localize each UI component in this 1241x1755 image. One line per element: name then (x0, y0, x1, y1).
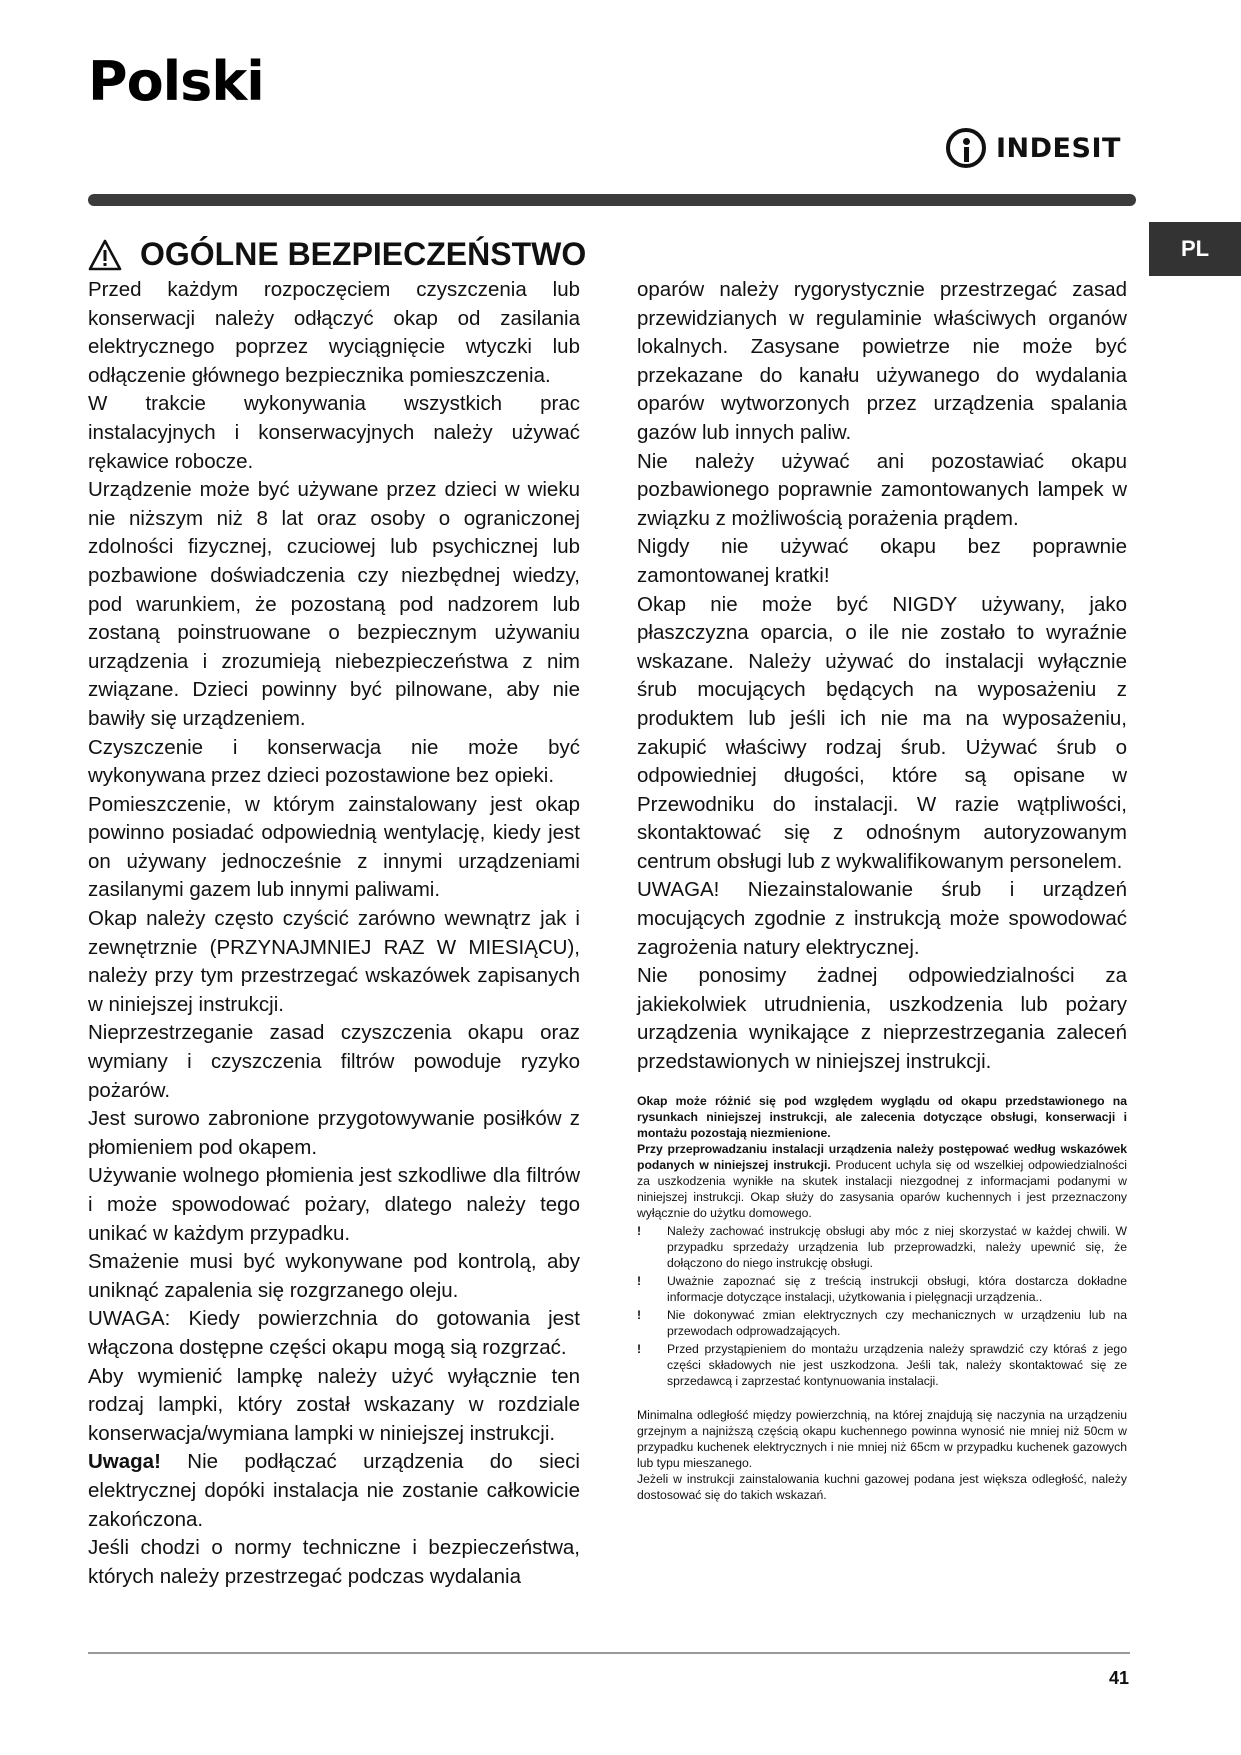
indesit-logo-icon (946, 128, 986, 168)
distance-note: Minimalna odległość między powierzchnią, na której znajdują się naczynia na urządzeniu grzejnym a najniższą częścią okapu kuchennego powinna wynosić nie mniej niż 50cm w przypadku kuchenek elektrycznych i nie mniej niż 65cm w przypadku kuchenek gazowych lub typu mieszanego. (637, 1408, 1127, 1470)
list-item (637, 1273, 1127, 1305)
section-heading (88, 236, 586, 273)
footer-divider (88, 1652, 1130, 1654)
paragraph: Urządzenie może być używane przez dzieci w wieku nie niższym niż 8 lat oraz osoby o ograniczonej zdolności fizycznej, czuciowej lub psychicznej lub pozbawione doświadczenia czy niezbędnej wiedzy, pod warunkiem, że pozostaną pod nadzorem lub zostaną poinstruowane o bezpiecznym używaniu urządzenia i zrozumieją niebezpieczeństwa z nim związane. Dzieci powinny być pilnowane, aby nie bawiły się urządzeniem. (88, 478, 580, 730)
warning-triangle-icon (88, 239, 122, 271)
page-number: 41 (1108, 1668, 1129, 1688)
notice-text: Nie podłączać urządzenia do sieci elektrycznej dopóki instalacja nie zostanie całkowicie zakończona. (88, 1450, 580, 1531)
list-item (637, 1307, 1127, 1339)
list-item (637, 1341, 1127, 1389)
notice-label: Uwaga! (88, 1450, 161, 1474)
exclamation-icon: ! (637, 1342, 642, 1356)
page-language-title: Polski (88, 50, 264, 113)
paragraph: UWAGA! Niezainstalowanie śrub i urządzeń mocujących zgodnie z instrukcją może spowodować zagrożenia natury elektrycznej. (637, 878, 1127, 959)
list-item-text: Uważnie zapoznać się z treścią instrukcji obsługi, która dostarcza dokładne informacje dotyczące instalacji, użytkowania i pielęgnacji urządzenia.. (667, 1274, 1127, 1304)
paragraph: Okap należy często czyścić zarówno wewnątrz jak i zewnętrznie (PRZYNAJMNIEJ RAZ W MIESIĄCU), należy przy tym przestrzegać wskazówek zapisanych w niniejszej instrukcji. (88, 907, 580, 1016)
warning-list (637, 1223, 1127, 1389)
install-note (637, 1141, 1127, 1221)
paragraph: Nieprzestrzeganie zasad czyszczenia okapu oraz wymiany i czyszczenia filtrów powoduje ryzyko pożarów. (88, 1021, 580, 1102)
paragraph: Przed każdym rozpoczęciem czyszczenia lub konserwacji należy odłączyć okap od zasilania elektrycznego poprzez wyciągnięcie wtyczki lub odłączenie głównego bezpiecznika pomieszczenia. (88, 278, 580, 387)
paragraph: Nie ponosimy żadnej odpowiedzialności za jakiekolwiek utrudnienia, uszkodzenia lub pożary urządzenia wynikające z nieprzestrzegania zaleceń przedstawionych w niniejszej instrukcji. (637, 964, 1127, 1074)
left-text-column (88, 276, 580, 1591)
paragraph: Jeśli chodzi o normy techniczne i bezpieczeństwa, których należy przestrzegać podczas wydalania (88, 1536, 580, 1588)
fine-print-block (637, 1093, 1127, 1503)
paragraph: UWAGA: Kiedy powierzchnia do gotowania jest włączona dostępne części okapu mogą sią rozgrzać. (88, 1307, 580, 1359)
install-note-bold: Przy przeprowadzaniu instalacji urządzenia należy postępować według wskazówek podanych w niniejszej instrukcji. (637, 1142, 1127, 1172)
gas-note: Jeżeli w instrukcji zainstalowania kuchni gazowej podana jest większa odległość, należy dostosować się do takich wskazań. (637, 1472, 1127, 1502)
notice-paragraph (88, 1448, 580, 1534)
paragraph: Jest surowo zabronione przygotowywanie posiłków z płomieniem pod okapem. (88, 1107, 580, 1159)
brand-name: INDESIT (996, 133, 1121, 164)
section-title: OGÓLNE BEZPIECZEŃSTWO (140, 236, 587, 272)
list-item-text: Nie dokonywać zmian elektrycznych czy mechanicznych w urządzeniu lub na przewodach odprowadzających. (667, 1308, 1127, 1338)
list-item-text: Należy zachować instrukcję obsługi aby móc z niej skorzystać w każdej chwili. W przypadku sprzedaży urządzenia lub przeprowadzki, należy upewnić się, że dołączono do niego instrukcję obsługi. (667, 1224, 1127, 1270)
paragraph: Okap nie może być NIGDY używany, jako płaszczyzna oparcia, o ile nie zostało to wyraźnie wskazane. Należy używać do instalacji wyłącznie śrub mocujących będących na wyposażeniu z produktem lub jeśli ich nie ma na wyposażeniu, zakupić właściwy rodzaj śrub. Używać śrub o odpowiedniej długości, które są opisane w Przewodniku do instalacji. W razie wątpliwości, skontaktować się z odnośnym autoryzowanym centrum obsługi lub z wykwalifikowanym personelem. (637, 592, 1127, 873)
paragraph: Smażenie musi być wykonywane pod kontrolą, aby uniknąć zapalenia się rozgrzanego oleju. (88, 1250, 580, 1302)
exclamation-icon: ! (637, 1308, 642, 1322)
paragraph: Czyszczenie i konserwacja nie może być wykonywana przez dzieci pozostawione bez opieki. (88, 735, 580, 788)
install-note-text: Producent uchyla się od wszelkiej odpowiedzialności za uszkodzenia wynikłe na skutek instalacji niezgodnej z informacjami podanymi w niniejszej instrukcji. Okap służy do zasysania oparów kuchennych i jest przeznaczony wyłącznie do użytku domowego. (637, 1158, 1127, 1220)
paragraph: oparów należy rygorystycznie przestrzegać zasad przewidzianych w regulaminie właściwych organów lokalnych. Zasysane powietrze nie może być przekazane do kanału używanego do wydalania oparów wytworzonych przez urządzenia spalania gazów lub innych paliw. (637, 278, 1127, 444)
intro-note: Okap może różnić się pod względem wyglądu od okapu przedstawionego na rysunkach niniejszej instrukcji, ale zalecenia dotyczące obsługi, konserwacji i montażu pozostają niezmienione. (637, 1094, 1127, 1140)
paragraph: Aby wymienić lampkę należy użyć wyłącznie ten rodzaj lampki, który został wskazany w rozdziale konserwacja/wymiana lampki w niniejszej instrukcji. (88, 1364, 580, 1445)
paragraph: Używanie wolnego płomienia jest szkodliwe dla filtrów i może spowodować pożary, dlatego należy tego unikać w każdym przypadku. (88, 1164, 580, 1245)
header-divider (88, 194, 1136, 206)
language-tab: PL (1149, 222, 1241, 276)
paragraph: W trakcie wykonywania wszystkich prac instalacyjnych i konserwacyjnych należy używać rękawice robocze. (88, 392, 580, 473)
paragraph: Pomieszczenie, w którym zainstalowany jest okap powinno posiadać odpowiednią wentylację, kiedy jest on używany jednocześnie z innymi urządzeniami zasilanymi gazem lub innymi paliwami. (88, 792, 580, 902)
list-item-text: Przed przystąpieniem do montażu urządzenia należy sprawdzić czy któraś z jego części składowych nie jest uszkodzona. Jeśli tak, należy skontaktować się ze sprzedawcą i zaprzestać kontynuowania instalacji. (667, 1342, 1127, 1388)
right-text-column (637, 276, 1127, 1077)
exclamation-icon: ! (637, 1224, 642, 1238)
exclamation-icon: ! (637, 1274, 642, 1288)
list-item (637, 1223, 1127, 1271)
paragraph: Nigdy nie używać okapu bez poprawnie zamontowanej kratki! (637, 535, 1127, 587)
paragraph: Nie należy używać ani pozostawiać okapu pozbawionego poprawnie zamontowanych lampek w związku z możliwością porażenia prądem. (637, 449, 1127, 530)
